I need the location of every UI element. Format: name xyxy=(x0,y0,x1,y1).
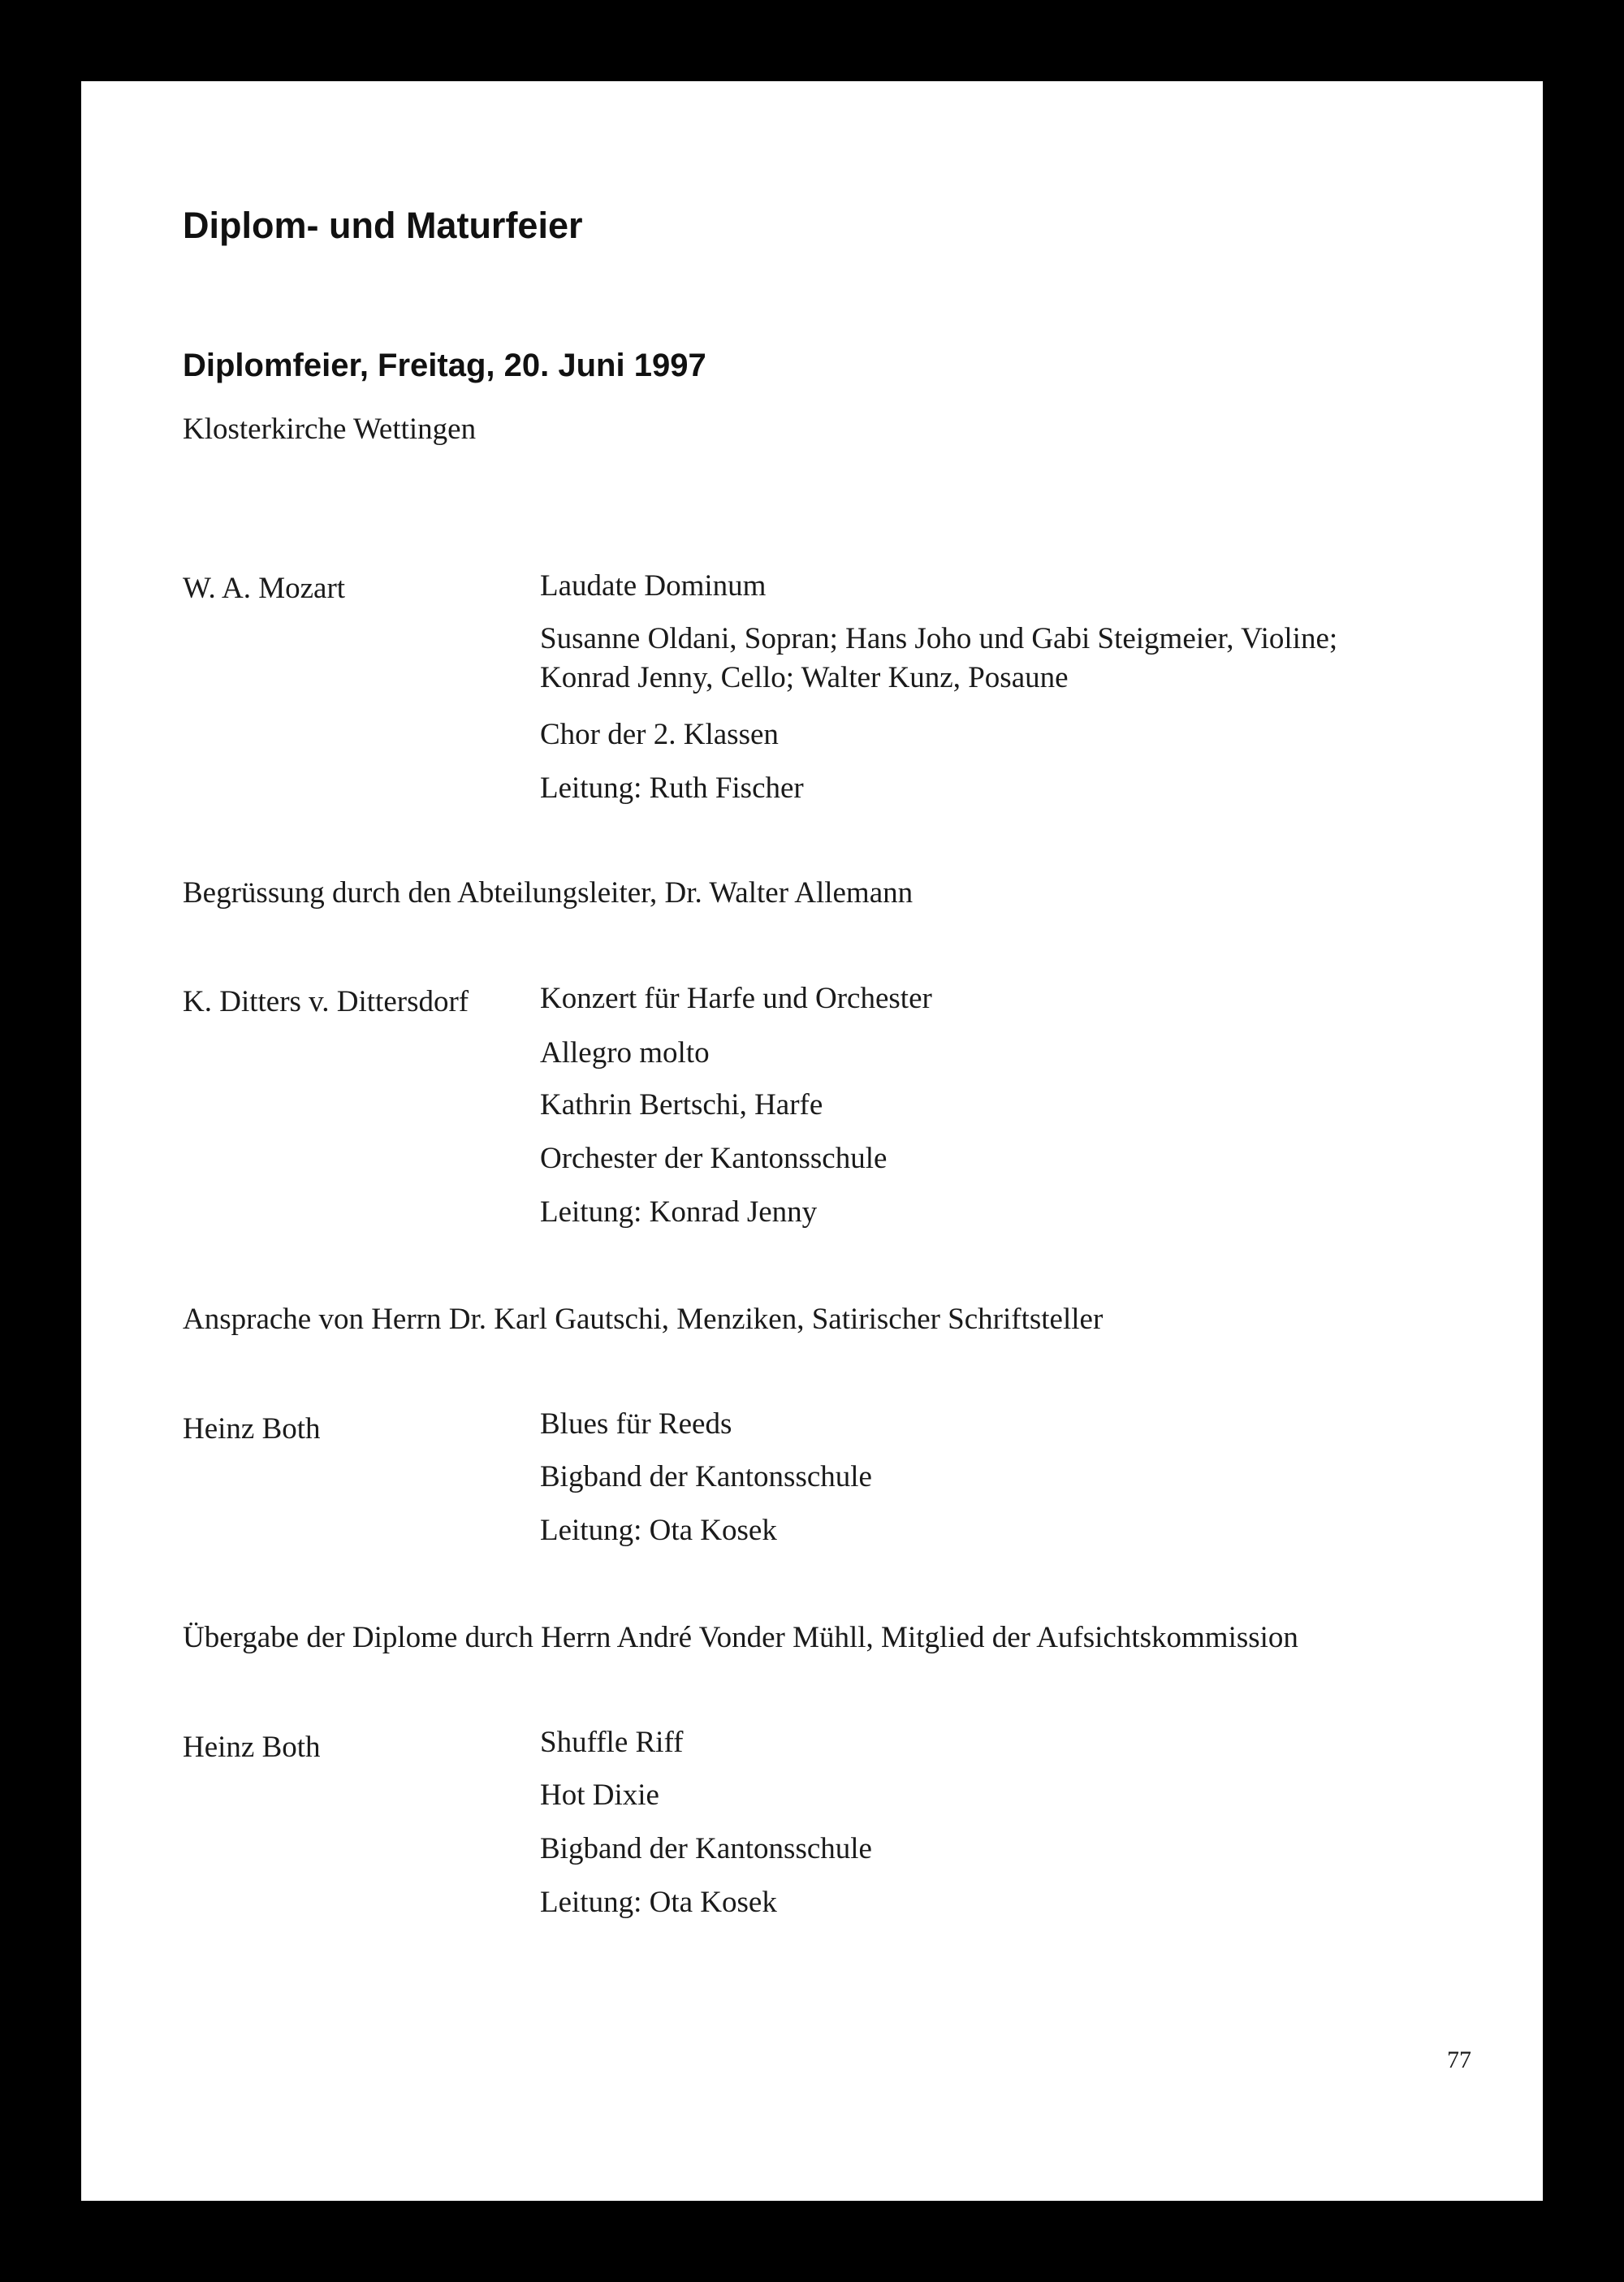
page-title: Diplom- und Maturfeier xyxy=(183,205,583,246)
program-line: Susanne Oldani, Sopran; Hans Joho und Gabi Steigmeier, Violine; xyxy=(540,622,1338,655)
program-line: Leitung: Konrad Jenny xyxy=(540,1195,818,1229)
program-speech: Ansprache von Herrn Dr. Karl Gautschi, Menziken, Satirischer Schriftsteller xyxy=(183,1303,1104,1336)
program-composer: Heinz Both xyxy=(183,1412,321,1446)
program-composer: K. Ditters v. Dittersdorf xyxy=(183,985,469,1018)
program-speech: Übergabe der Diplome durch Herrn André Vonder Mühll, Mitglied der Aufsichtskommission xyxy=(183,1621,1298,1654)
program-line: Blues für Reeds xyxy=(540,1407,732,1441)
program-composer: Heinz Both xyxy=(183,1731,321,1764)
program-line: Laudate Dominum xyxy=(540,569,767,603)
program-speech: Begrüssung durch den Abteilungsleiter, Dr. Walter Allemann xyxy=(183,876,914,910)
program-line: Chor der 2. Klassen xyxy=(540,718,779,751)
page-number: 77 xyxy=(1447,2046,1471,2073)
program-composer: W. A. Mozart xyxy=(183,572,346,605)
program-line: Leitung: Ota Kosek xyxy=(540,1514,777,1547)
program-line: Orchester der Kantonsschule xyxy=(540,1142,888,1175)
event-heading: Diplomfeier, Freitag, 20. Juni 1997 xyxy=(183,348,706,383)
program-line: Konzert für Harfe und Orchester xyxy=(540,982,932,1015)
program-line: Shuffle Riff xyxy=(540,1726,684,1759)
program-line: Konrad Jenny, Cello; Walter Kunz, Posaune xyxy=(540,661,1069,694)
program-line: Allegro molto xyxy=(540,1036,710,1070)
program-line: Leitung: Ruth Fischer xyxy=(540,771,804,805)
program-line: Bigband der Kantonsschule xyxy=(540,1832,872,1865)
program-line: Leitung: Ota Kosek xyxy=(540,1886,777,1919)
program-line: Bigband der Kantonsschule xyxy=(540,1460,872,1493)
event-venue: Klosterkirche Wettingen xyxy=(183,413,477,446)
program-line: Kathrin Bertschi, Harfe xyxy=(540,1088,823,1122)
program-line: Hot Dixie xyxy=(540,1778,659,1812)
